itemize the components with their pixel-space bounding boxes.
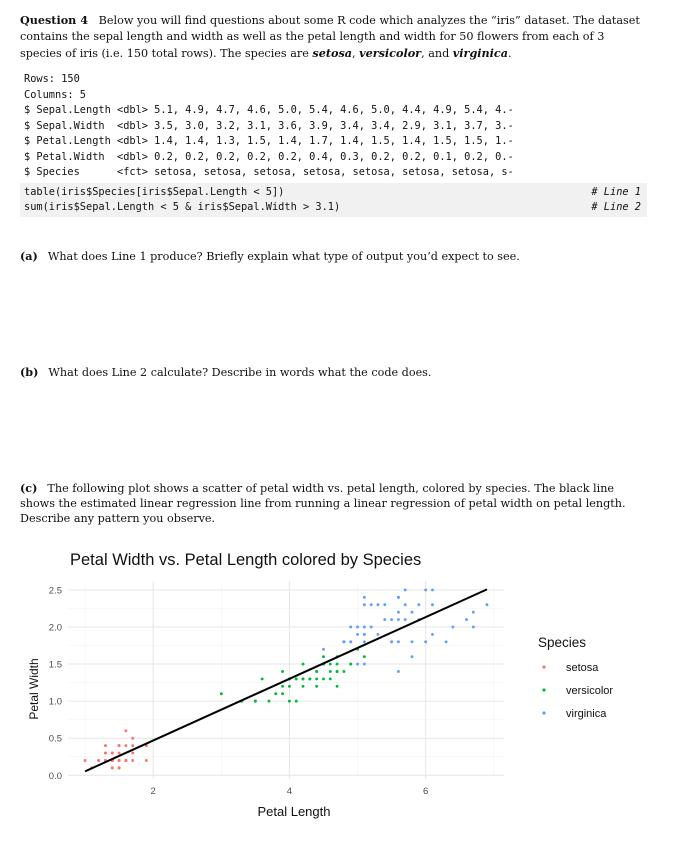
- species-setosa: setosa: [312, 46, 352, 60]
- data-point-versicolor: [329, 677, 332, 680]
- data-point-virginica: [349, 626, 352, 629]
- data-point-virginica: [356, 633, 359, 636]
- data-point-versicolor: [315, 670, 318, 673]
- legend-key-virginica: [542, 711, 545, 714]
- part-c-text: The following plot shows a scatter of petal width vs. petal length, colored by species. The black line shows the estimated linear regression line from running a linear regression of petal width on petal length. Describe any pattern you observe.: [20, 482, 626, 525]
- chart-title: Petal Width vs. Petal Length colored by Species: [70, 551, 422, 569]
- code-line-2: sum(iris$Sepal.Length < 5 & iris$Sepal.Width > 3.1): [24, 201, 341, 213]
- data-point-versicolor: [281, 692, 284, 695]
- data-point-versicolor: [336, 685, 339, 688]
- data-point-versicolor: [363, 655, 366, 658]
- x-axis-label: Petal Length: [257, 804, 331, 819]
- data-point-virginica: [383, 603, 386, 606]
- legend: [538, 635, 613, 720]
- data-point-virginica: [370, 603, 373, 606]
- x-tick-label: 4: [286, 786, 293, 797]
- data-point-virginica: [363, 640, 366, 643]
- data-point-virginica: [322, 648, 325, 651]
- glimpse-rows: Rows: 150: [24, 73, 80, 85]
- question-part-a: [20, 249, 640, 264]
- data-point-virginica: [390, 618, 393, 621]
- data-point-virginica: [431, 603, 434, 606]
- data-point-versicolor: [254, 700, 257, 703]
- question-end: .: [507, 47, 512, 60]
- glimpse-output: [24, 72, 644, 181]
- data-point-versicolor: [315, 677, 318, 680]
- data-point-virginica: [404, 618, 407, 621]
- data-point-virginica: [486, 603, 489, 606]
- data-point-setosa: [124, 744, 127, 747]
- question-part-c: [20, 481, 640, 526]
- data-point-virginica: [465, 618, 468, 621]
- y-tick-label: 2.5: [48, 585, 62, 597]
- data-point-versicolor: [288, 700, 291, 703]
- glimpse-columns: Columns: 5: [24, 88, 86, 101]
- part-a-text: What does Line 1 produce? Briefly explain what type of output you’d expect to see.: [47, 250, 520, 263]
- data-point-versicolor: [315, 685, 318, 688]
- data-point-setosa: [124, 759, 127, 762]
- y-tick-label: 0.0: [48, 770, 62, 782]
- data-point-virginica: [397, 596, 400, 599]
- data-point-virginica: [377, 633, 380, 636]
- data-point-virginica: [363, 626, 366, 629]
- data-point-virginica: [451, 626, 454, 629]
- data-point-virginica: [342, 640, 345, 643]
- data-point-setosa: [111, 752, 114, 755]
- data-point-virginica: [370, 626, 373, 629]
- species-separator: ,: [352, 47, 360, 60]
- legend-key-setosa: [542, 665, 545, 668]
- data-point-virginica: [397, 618, 400, 621]
- data-point-versicolor: [329, 663, 332, 666]
- legend-key-versicolor: [542, 688, 545, 691]
- code-comment-2: # Line 2: [591, 201, 641, 213]
- data-point-virginica: [383, 618, 386, 621]
- data-point-virginica: [431, 633, 434, 636]
- data-point-setosa: [111, 766, 114, 769]
- data-point-versicolor: [349, 663, 352, 666]
- question-part-b: [20, 365, 640, 380]
- data-point-versicolor: [342, 670, 345, 673]
- y-axis-label: Petal Width: [27, 658, 41, 720]
- question-intro-text: Below you will find questions about some R code which analyzes the “iris” dataset. The dataset contains the sepal length and width as well as the petal length and width for 50 flowers from each of 3 species of iris (i.e. 150 total rows). The species are: [20, 14, 640, 60]
- data-point-virginica: [411, 611, 414, 614]
- glimpse-line: $ Petal.Width <dbl> 0.2, 0.2, 0.2, 0.2, 0.2, 0.4, 0.3, 0.2, 0.2, 0.1, 0.2, 0.-: [24, 150, 514, 163]
- data-point-setosa: [84, 759, 87, 762]
- data-point-versicolor: [336, 670, 339, 673]
- data-point-virginica: [417, 603, 420, 606]
- legend-label-virginica: virginica: [566, 708, 607, 720]
- data-point-virginica: [390, 640, 393, 643]
- glimpse-line: $ Species <fct> setosa, setosa, setosa, setosa, setosa, setosa, setosa, s-: [24, 166, 514, 178]
- y-axis-ticks: [49, 585, 62, 781]
- x-tick-label: 2: [150, 786, 156, 797]
- data-point-virginica: [356, 663, 359, 666]
- data-point-virginica: [397, 611, 400, 614]
- data-point-versicolor: [322, 677, 325, 680]
- legend-title: Species: [538, 635, 587, 650]
- data-point-setosa: [131, 737, 134, 740]
- data-point-versicolor: [295, 677, 298, 680]
- data-point-virginica: [377, 603, 380, 606]
- part-b-text: What does Line 2 calculate? Describe in words what the code does.: [48, 366, 432, 379]
- data-point-setosa: [131, 752, 134, 755]
- glimpse-line: $ Sepal.Width <dbl> 3.5, 3.0, 3.2, 3.1, 3.6, 3.9, 3.4, 3.4, 2.9, 3.1, 3.7, 3.-: [24, 119, 514, 132]
- data-point-virginica: [397, 670, 400, 673]
- data-point-versicolor: [261, 677, 264, 680]
- part-a-label: (a): [20, 249, 38, 263]
- part-c-label: (c): [20, 481, 38, 495]
- data-point-virginica: [349, 640, 352, 643]
- data-point-versicolor: [302, 663, 305, 666]
- data-point-versicolor: [302, 677, 305, 680]
- code-block: [20, 183, 647, 217]
- data-point-virginica: [431, 588, 434, 591]
- part-b-label: (b): [20, 365, 39, 379]
- data-point-setosa: [104, 744, 107, 747]
- data-point-setosa: [104, 752, 107, 755]
- glimpse-line: $ Sepal.Length <dbl> 5.1, 4.9, 4.7, 4.6, 5.0, 5.4, 4.6, 5.0, 4.4, 4.9, 5.4, 4.-: [24, 104, 514, 116]
- data-point-virginica: [363, 663, 366, 666]
- regression-line: [85, 589, 487, 771]
- data-point-virginica: [363, 633, 366, 636]
- data-point-versicolor: [329, 670, 332, 673]
- data-point-setosa: [131, 759, 134, 762]
- y-tick-label: 0.5: [48, 733, 62, 745]
- data-point-virginica: [411, 655, 414, 658]
- y-tick-label: 2.0: [48, 622, 62, 634]
- question-heading: Question 4: [20, 13, 88, 27]
- data-point-virginica: [404, 603, 407, 606]
- data-point-virginica: [356, 626, 359, 629]
- data-point-setosa: [118, 744, 121, 747]
- scatter-plot: [14, 545, 654, 830]
- data-point-setosa: [97, 759, 100, 762]
- data-point-versicolor: [336, 663, 339, 666]
- data-point-versicolor: [288, 685, 291, 688]
- x-tick-label: 6: [423, 786, 429, 797]
- data-point-versicolor: [268, 700, 271, 703]
- data-point-versicolor: [281, 670, 284, 673]
- data-point-setosa: [118, 766, 121, 769]
- data-point-virginica: [424, 588, 427, 591]
- data-point-versicolor: [322, 655, 325, 658]
- question-intro: [20, 12, 640, 62]
- data-point-setosa: [124, 729, 127, 732]
- code-line-1: table(iris$Species[iris$Sepal.Length < 5]): [24, 186, 285, 198]
- data-point-setosa: [145, 759, 148, 762]
- data-point-versicolor: [308, 677, 311, 680]
- y-tick-label: 1.5: [48, 659, 62, 671]
- species-virginica: virginica: [452, 46, 508, 60]
- data-point-setosa: [118, 752, 121, 755]
- data-point-versicolor: [274, 692, 277, 695]
- species-separator: , and: [421, 47, 453, 60]
- data-point-virginica: [404, 588, 407, 591]
- legend-label-setosa: setosa: [566, 662, 599, 674]
- legend-label-versicolor: versicolor: [566, 685, 614, 697]
- data-point-setosa: [118, 759, 121, 762]
- data-point-virginica: [424, 640, 427, 643]
- glimpse-line: $ Petal.Length <dbl> 1.4, 1.4, 1.3, 1.5, 1.4, 1.7, 1.4, 1.5, 1.4, 1.5, 1.5, 1.-: [24, 135, 514, 147]
- data-point-versicolor: [281, 685, 284, 688]
- data-point-virginica: [397, 640, 400, 643]
- data-point-virginica: [411, 640, 414, 643]
- species-versicolor: versicolor: [359, 46, 422, 60]
- data-point-virginica: [445, 640, 448, 643]
- x-axis-ticks: [151, 786, 429, 797]
- data-point-setosa: [131, 744, 134, 747]
- data-point-versicolor: [220, 692, 223, 695]
- data-point-virginica: [472, 611, 475, 614]
- code-comment-1: # Line 1: [591, 186, 641, 198]
- data-point-versicolor: [295, 700, 298, 703]
- data-point-versicolor: [302, 685, 305, 688]
- y-tick-label: 1.0: [48, 696, 62, 708]
- data-point-virginica: [472, 626, 475, 629]
- data-point-virginica: [363, 596, 366, 599]
- data-point-virginica: [363, 603, 366, 606]
